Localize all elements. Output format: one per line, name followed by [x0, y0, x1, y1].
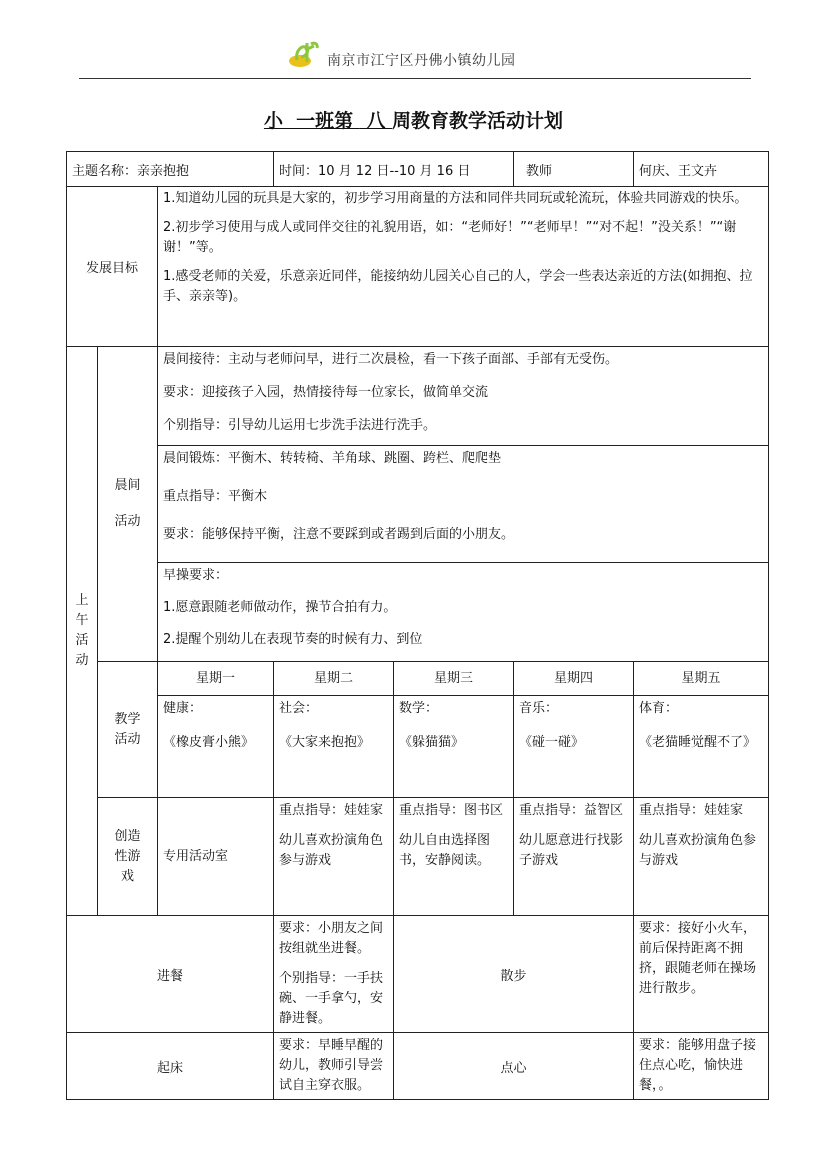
- weekday-cell: [394, 662, 514, 696]
- weekday-cell: [514, 662, 634, 696]
- lesson-title: 《碰一碰》: [519, 735, 585, 750]
- reception-line: 个别指导：引导幼儿运用七步洗手法进行洗手。: [163, 418, 437, 433]
- reception-line: 要求：迎接孩子入园，热情接待每一位家长，做简单交流: [163, 385, 489, 400]
- snack-content: [634, 1033, 769, 1100]
- walk-requirement: 要求：接好小火车，前后保持距离不拥挤，跟随老师在操场进行散步。: [639, 921, 757, 996]
- lesson-subject: 体育：: [639, 701, 679, 716]
- meal-row: [67, 916, 769, 1033]
- lesson-cell: [634, 696, 769, 798]
- lesson-title: 《橡皮膏小熊》: [163, 735, 255, 750]
- title-week: 八: [359, 110, 393, 132]
- teacher-label-cell: [514, 152, 634, 187]
- weekday-cell: [274, 662, 394, 696]
- drill-content: [158, 563, 769, 662]
- meal-label-cell: [67, 916, 274, 1033]
- weekday-label: 星期四: [554, 671, 594, 686]
- snack-label: 点心: [500, 1060, 527, 1076]
- theme-text: 主题名称：亲亲抱抱: [72, 163, 190, 179]
- weekday-label: 星期二: [313, 671, 353, 686]
- drill-line: 1.愿意跟随老师做动作，操节合拍有力。: [163, 600, 397, 615]
- title-class: 小 一班第: [263, 110, 360, 132]
- creative-focus: 专用活动室: [163, 848, 229, 864]
- morning-label-cell: [67, 347, 98, 916]
- drill-line: 2.提醒个别幼儿在表现节奏的时候有力、到位: [163, 632, 423, 647]
- creative-cell: [634, 798, 769, 916]
- teaching-label-cell: [98, 662, 158, 798]
- creative-row: [67, 798, 769, 916]
- lesson-title: 《躲猫猫》: [399, 735, 465, 750]
- walk-content: [634, 916, 769, 1033]
- page-title: [0, 106, 827, 133]
- creative-focus: 重点指导：娃娃家: [279, 803, 384, 818]
- exercise-line: 重点指导：平衡木: [163, 489, 268, 504]
- lesson-cell: [514, 696, 634, 798]
- wake-content: [274, 1033, 394, 1100]
- weekday-cell: [634, 662, 769, 696]
- lesson-subject: 社会：: [279, 701, 319, 716]
- lesson-cell: [158, 696, 274, 798]
- creative-desc: 幼儿喜欢扮演角色参与游戏: [639, 833, 757, 868]
- goals-label: 发展目标: [85, 261, 138, 276]
- wake-row: [67, 1033, 769, 1100]
- meal-label: 进餐: [156, 968, 183, 984]
- title-suffix: 周教育教学活动计划: [392, 110, 564, 132]
- school-name: 南京市江宁区丹佛小镇幼儿园: [327, 53, 516, 69]
- weekday-row: [67, 662, 769, 696]
- lesson-title: 《大家来抱抱》: [279, 735, 371, 750]
- drill-line: 早操要求：: [163, 568, 229, 583]
- time-cell: [274, 152, 514, 187]
- lesson-subject: 音乐：: [519, 701, 559, 716]
- goals-content: [158, 187, 769, 347]
- goal-item: 1.知道幼儿园的玩具是大家的，初步学习用商量的方法和同伴共同玩或轮流玩，体验共同游戏的快乐。: [163, 191, 748, 206]
- meal-guidance: 个别指导：一手扶碗、一手拿勺，安静进餐。: [279, 971, 384, 1026]
- meal-content: [274, 916, 394, 1033]
- creative-cell: [274, 798, 394, 916]
- creative-focus: 重点指导：娃娃家: [639, 803, 744, 818]
- teacher-label: 教师: [526, 163, 553, 179]
- page-header: [79, 38, 751, 79]
- walk-label: 散步: [500, 968, 527, 984]
- goals-row: [67, 187, 769, 347]
- creative-cell: [514, 798, 634, 916]
- reception-row: [67, 347, 769, 446]
- info-row: [67, 152, 769, 187]
- weekday-label: 星期一: [195, 671, 235, 686]
- goals-label-cell: [67, 187, 158, 347]
- lesson-cell: [274, 696, 394, 798]
- wake-label: 起床: [156, 1060, 183, 1076]
- theme-cell: [67, 152, 274, 187]
- reception-content: [158, 347, 769, 446]
- teacher-names-cell: [634, 152, 769, 187]
- creative-focus: 重点指导：益智区: [519, 803, 624, 818]
- lesson-row: [67, 696, 769, 798]
- weekday-cell: [158, 662, 274, 696]
- weekday-label: 星期五: [681, 671, 721, 686]
- snack-requirement: 要求：能够用盘子接住点心吃，愉快进餐，。: [639, 1038, 757, 1093]
- lesson-subject: 健康：: [163, 701, 203, 716]
- plan-table: [66, 151, 769, 1100]
- reception-line: 晨间接待：主动与老师问早，进行二次晨检，看一下孩子面部、手部有无受伤。: [163, 352, 619, 367]
- drill-row: [67, 563, 769, 662]
- wake-requirement: 要求：早睡早醒的幼儿，教师引导尝试自主穿衣服。: [279, 1038, 384, 1093]
- creative-label-cell: [98, 798, 158, 916]
- creative-desc: 幼儿自由选择图书，安静阅读。: [399, 833, 491, 868]
- exercise-row: [67, 446, 769, 563]
- creative-cell: [394, 798, 514, 916]
- goal-item: 1.感受老师的关爱，乐意亲近同伴，能接纳幼儿园关心自己的人，学会一些表达亲近的方法(如拥抱、拉手、亲亲等)。: [163, 269, 753, 304]
- lesson-cell: [394, 696, 514, 798]
- morning-label: 上午活动: [75, 593, 89, 668]
- creative-desc: 幼儿愿意进行找影子游戏: [519, 833, 624, 868]
- creative-label: 创造性游戏: [114, 828, 141, 884]
- weekday-label: 星期三: [434, 671, 474, 686]
- lesson-title: 《老猫睡觉醒不了》: [639, 735, 757, 750]
- snack-label-cell: [394, 1033, 634, 1100]
- teaching-label: 教学活动: [114, 711, 141, 747]
- meal-requirement: 要求：小朋友之间按组就坐进餐。: [279, 921, 384, 956]
- morning-activity-label: 晨间活动: [114, 478, 141, 529]
- time-text: 时间：10 月 12 日--10 月 16 日: [279, 163, 471, 179]
- walk-label-cell: [394, 916, 634, 1033]
- goal-item: 2.初步学习使用与成人或同伴交往的礼貌用语，如：“老师好！”“老师早！”“对不起！”没关系！”“谢谢！”等。: [163, 220, 737, 255]
- creative-cell: [158, 798, 274, 916]
- exercise-content: [158, 446, 769, 563]
- creative-focus: 重点指导：图书区: [399, 803, 504, 818]
- creative-desc: 幼儿喜欢扮演角色参与游戏: [279, 833, 384, 868]
- wake-label-cell: [67, 1033, 274, 1100]
- exercise-line: 要求：能够保持平衡，注意不要踩到或者踢到后面的小朋友。: [163, 527, 515, 542]
- morning-activity-label-cell: [98, 347, 158, 662]
- teacher-names: 何庆、王文卉: [639, 163, 718, 179]
- exercise-line: 晨间锻炼：平衡木、转转椅、羊角球、跳圈、跨栏、爬爬垫: [163, 451, 502, 466]
- kindergarten-logo-icon: [287, 40, 321, 70]
- lesson-subject: 数学：: [399, 701, 439, 716]
